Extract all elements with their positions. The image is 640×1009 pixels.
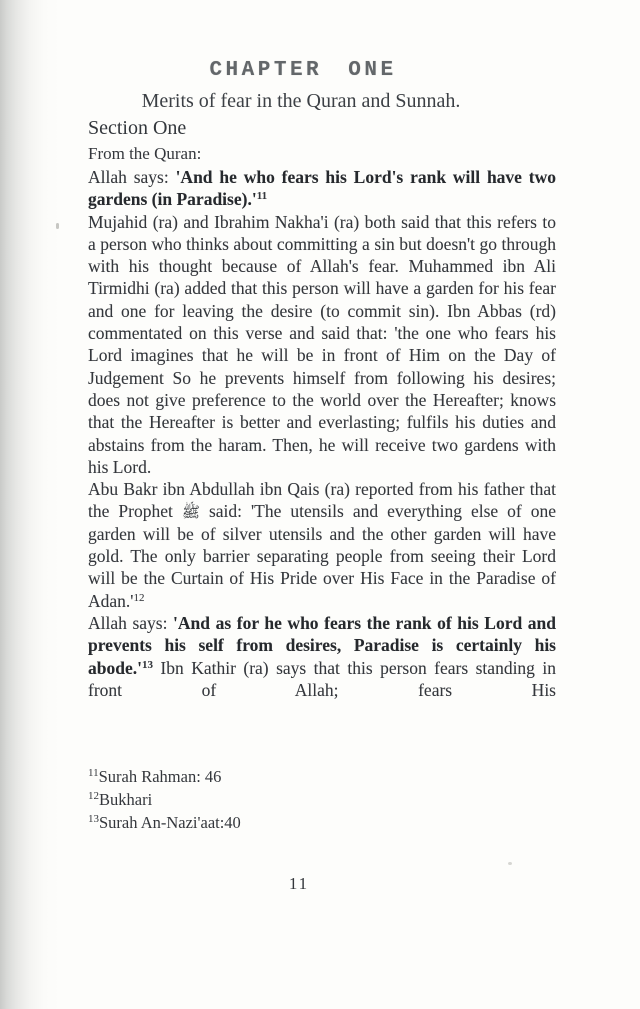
hadith-text-before: Abu Bakr ibn Abdullah ibn Qais (ra) reported from his father that the Prophet: [88, 479, 556, 522]
quran-quote: 'And as for he who fears the rank of his Lord and prevents his self from desires, Paradise is certainly his abode.': [88, 612, 556, 678]
commentary-text: Mujahid (ra) and Ibrahim Nakha'i (ra) both said that this refers to a person who thinks about committing a sin but doesn't go through with his thought because of Allah's fear. Muhammed ibn Ali Tirmidhi (ra) added that this person will have a garden for his fear and one for leaving the desire (to commit sin). Ibn Abbas (rd) commentated on this verse and said that: 'the one who fears his Lord imagines that he will be in front of Him on the Day of Judgement So he prevents himself from following his desires; does not give preference to the world over the Hereafter; knows that the Hereafter is better and everlasting; fulfils his duties and abstains from the haram. Then, he will receive two gardens with his Lord.: [88, 211, 556, 477]
footnote-text: Surah An-Nazi'aat:40: [99, 813, 241, 833]
page-body: [88, 166, 556, 701]
chapter-title: CHAPTER ONE: [209, 59, 397, 82]
footnote: [88, 765, 556, 788]
footnote-text: Bukhari: [99, 790, 153, 810]
paragraph-commentary-1: [88, 211, 556, 479]
footnote-number: 11: [88, 767, 99, 780]
scan-speck: [56, 223, 59, 229]
quran-quote: 'And he who fears his Lord's rank will have two gardens (in Paradise).': [88, 167, 556, 210]
page-number: 11: [288, 874, 310, 894]
quote-lead: Allah says:: [88, 167, 176, 187]
footnote-text: Surah Rahman: 46: [98, 767, 222, 787]
footnote-number: 13: [88, 813, 99, 826]
footnotes-block: [88, 765, 556, 834]
commentary-text: Ibn Kathir (ra) says that this person fears standing in front of Allah; fears His: [88, 657, 556, 700]
section-heading: Section One: [88, 117, 187, 139]
footnote-number: 12: [88, 790, 99, 803]
footnote-ref-12: 12: [133, 591, 145, 604]
quote-lead: Allah says:: [88, 612, 174, 633]
footnote: [88, 811, 556, 834]
paragraph-quote-2: [88, 612, 556, 701]
paragraph-hadith: [88, 478, 556, 612]
footnote-ref-11: 11: [256, 190, 268, 203]
prophet-honorific-icon: ﷺ: [181, 505, 200, 522]
scan-speck: [508, 862, 512, 865]
footnote-ref-13: 13: [141, 658, 153, 671]
hadith-text-after: said: 'The utensils and everything else of one garden will be of silver utensils and the other garden will have gold. The only barrier separating people from seeing their Lord will be the Curtain of His Pride over His Face in the Paradise of Adan.': [88, 501, 556, 611]
chapter-subtitle: Merits of fear in the Quran and Sunnah.: [141, 90, 461, 112]
paragraph-quote-1: [88, 166, 556, 211]
source-label: From the Quran:: [88, 144, 202, 163]
footnote: [88, 788, 556, 811]
